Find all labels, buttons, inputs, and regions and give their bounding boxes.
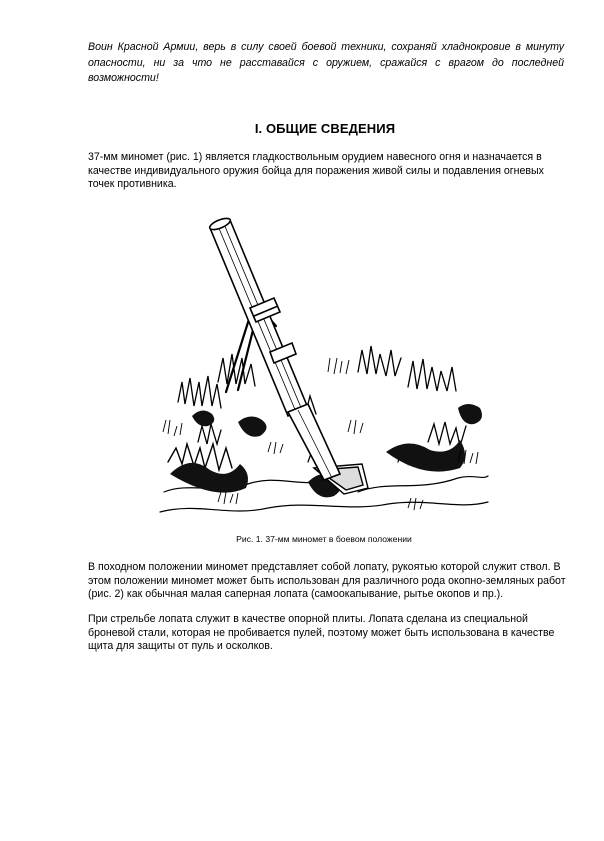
paragraph-intro: 37-мм миномет (рис. 1) является гладкоствольным орудием навесного огня и назначается в качестве индивидуального оружия бойца для поражения живой силы и подавления огневых точек противника. (88, 151, 544, 191)
figure-caption: Рис. 1. 37-мм миномет в боевом положении (236, 534, 412, 544)
mortar-illustration (158, 212, 490, 524)
paragraph-firing-position: При стрельбе лопата служит в качестве опорной плиты. Лопата сделана из специальной броневой стали, которая не пробивается пулей, поэтому может быть использована в качестве щита для защиты от пуль и осколков. (88, 613, 555, 653)
section-heading: I. ОБЩИЕ СВЕДЕНИЯ (254, 121, 396, 136)
paragraph-march-position: В походном положении миномет представляет собой лопату, рукоятью которой служит ствол. В этом положении миномет может быть использован для различного рода окопно-земляных работ (рис. 2) как обычная малая саперная лопата (самоокапывание, рытье окопов и пр.). (88, 561, 566, 601)
mortar-drawing (158, 212, 490, 524)
motto-text: Воин Красной Армии, верь в силу своей боевой техники, сохраняй хладнокровие в минуту опасности, ни за что не расставайся с оружием, сражайся с врагом до последней возможности! (88, 41, 564, 84)
